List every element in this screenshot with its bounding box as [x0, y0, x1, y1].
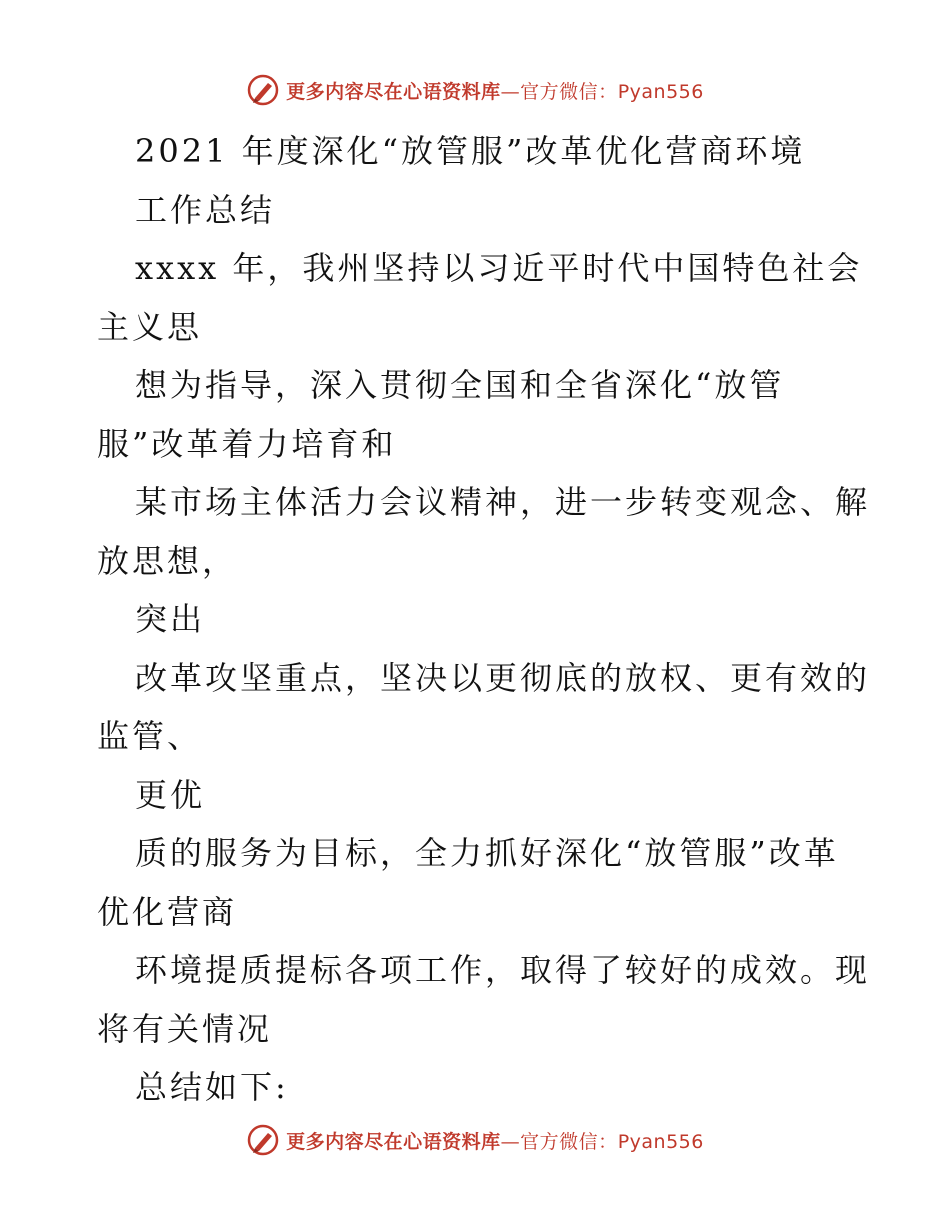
banner-dash: — — [500, 1130, 521, 1153]
paragraph-line: 放思想， — [97, 541, 238, 580]
footer-banner-text — [286, 1127, 704, 1154]
site-name: 更多内容尽在心语资料库 — [286, 80, 501, 103]
footer-banner — [0, 1120, 950, 1160]
paragraph-line: 监管、 — [97, 717, 203, 755]
site-name: 更多内容尽在心语资料库 — [286, 1130, 501, 1153]
banner-dash: — — [500, 80, 521, 103]
paragraph-line: 服”改革着力培育和 — [97, 424, 397, 463]
header-banner-content — [246, 73, 704, 107]
paragraph-line: 想为指导，深入贯彻全国和全省深化“放管 — [135, 366, 785, 404]
wechat-id: Pyan556 — [617, 80, 704, 103]
paragraph-line: 突出 — [135, 600, 206, 638]
wechat-label: 官方微信： — [520, 80, 618, 103]
paragraph-line: 优化营商 — [97, 892, 238, 931]
wechat-id: Pyan556 — [617, 1130, 704, 1153]
paragraph-line: xxxx 年，我州坚持以习近平时代中国特色社会 — [135, 249, 863, 287]
wechat-label: 官方微信： — [520, 1130, 618, 1153]
pen-logo-icon — [246, 1123, 280, 1157]
header-banner — [0, 70, 950, 110]
paragraph-line: 环境提质提标各项工作，取得了较好的成效。现 — [135, 951, 871, 989]
paragraph-line: 将有关情况 — [97, 1009, 273, 1048]
document-body — [97, 122, 871, 1117]
header-banner-text — [286, 77, 704, 104]
paragraph-line: 质的服务为目标，全力抓好深化“放管服”改革 — [135, 834, 839, 872]
paragraph-line: 某市场主体活力会议精神，进一步转变观念、解 — [135, 483, 871, 521]
footer-banner-content — [246, 1123, 704, 1157]
document-title-line-1: 2021 年度深化“放管服”改革优化营商环境 — [135, 132, 806, 170]
paragraph-line: 总结如下: — [135, 1068, 289, 1106]
paragraph-line: 更优 — [135, 775, 206, 814]
document-title-line-2: 工作总结 — [135, 190, 276, 229]
paragraph-line: 改革攻坚重点，坚决以更彻底的放权、更有效的 — [135, 658, 871, 697]
paragraph-line: 主义思 — [97, 307, 203, 346]
pen-logo-icon — [246, 73, 280, 107]
